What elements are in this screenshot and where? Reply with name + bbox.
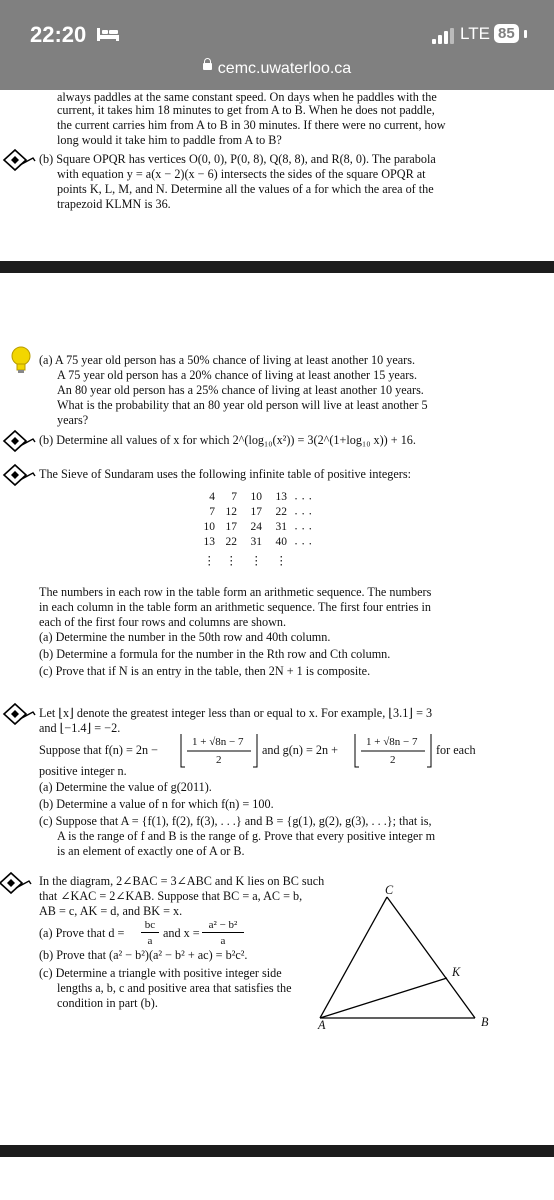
triangle-diagram bbox=[310, 880, 500, 1020]
table-cell: 22 bbox=[275, 506, 287, 518]
table-cell: 12 bbox=[225, 506, 237, 518]
f-fraction-numerator: 1 + √8n − 7 bbox=[192, 736, 244, 748]
table-cell: 17 bbox=[250, 506, 262, 518]
p4-f-def: Suppose that f(n) = 2n − bbox=[39, 743, 159, 757]
table-cell: 10 bbox=[250, 491, 262, 503]
p5-line2: that ∠KAC = 2∠KAB. Suppose that BC = a, AC = b, bbox=[39, 889, 303, 903]
lock-icon bbox=[203, 63, 212, 70]
p4-partc-line1: (c) Suppose that A = {f(1), f(2), f(3), . . .} and B = {g(1), g(2), g(3), . . .}; that is, bbox=[39, 814, 432, 828]
p3-parta: (a) Determine the number in the 50th row and 40th column. bbox=[39, 630, 331, 644]
table-cell: 7 bbox=[209, 506, 215, 518]
p4-g-def: and g(n) = 2n + bbox=[262, 743, 339, 757]
p2-parta-line2: A 75 year old person has a 20% chance of living at least another 15 years. bbox=[57, 368, 418, 382]
point-k-label: K bbox=[452, 965, 461, 979]
table-cell: 17 bbox=[225, 521, 237, 533]
vertex-b-label: B bbox=[481, 1015, 489, 1029]
p4-partc-line3: is an element of exactly one of A or B. bbox=[57, 844, 245, 858]
table-cell: 10 bbox=[203, 521, 215, 533]
page-divider bbox=[0, 261, 554, 273]
caution-sign-icon bbox=[2, 462, 36, 488]
p4-for-each: for each bbox=[436, 743, 476, 757]
network-type: LTE bbox=[460, 24, 490, 43]
p4-partc-line2: A is the range of f and B is the range of g. Prove that every positive integer m bbox=[57, 829, 436, 843]
status-bar bbox=[0, 0, 554, 90]
table-cell: · · · bbox=[294, 522, 313, 536]
table-cell: 13 bbox=[203, 536, 215, 548]
p1-partb-line3: points K, L, M, and N. Determine all the values of a for which the area of the bbox=[57, 182, 434, 196]
address-bar[interactable] bbox=[0, 60, 554, 78]
p4-parta: (a) Determine the value of g(2011). bbox=[39, 780, 212, 794]
p5-line3: AB = c, AK = d, and BK = x. bbox=[39, 904, 183, 918]
table-cell: ⋮ bbox=[250, 555, 262, 567]
table-cell: 31 bbox=[250, 536, 262, 548]
p4-line1: Let ⌊x⌋ denote the greatest integer less than or equal to x. For example, ⌊3.1⌋ = 3 bbox=[39, 706, 433, 720]
p5-parta-prefix: (a) Prove that d = bbox=[39, 926, 125, 940]
vertex-c-label: C bbox=[385, 883, 394, 897]
p2-parta-line5: years? bbox=[57, 413, 89, 427]
p4-line2: and ⌊−1.4⌋ = −2. bbox=[39, 721, 121, 735]
table-cell: 24 bbox=[250, 521, 262, 533]
table-cell: ⋮ bbox=[225, 555, 237, 567]
p5-line1: In the diagram, 2∠BAC = 3∠ABC and K lies on BC such bbox=[39, 874, 325, 888]
p1-line1: always paddles at the same constant speed. On days when he paddles with the bbox=[57, 90, 437, 104]
battery-icon bbox=[524, 30, 527, 38]
table-cell: 4 bbox=[209, 491, 215, 503]
f-fraction-denominator: 2 bbox=[216, 754, 222, 766]
p3-intro: The Sieve of Sundaram uses the following infinite table of positive integers: bbox=[39, 467, 411, 481]
p1-partb-line4: trapezoid KLMN is 36. bbox=[57, 197, 171, 211]
p4-partb: (b) Determine a value of n for which f(n) = 100. bbox=[39, 797, 274, 811]
table-cell: · · · bbox=[294, 537, 313, 551]
g-fraction-numerator: 1 + √8n − 7 bbox=[366, 736, 418, 748]
caution-sign-icon bbox=[0, 870, 32, 896]
d-fraction-numerator: bc bbox=[144, 919, 156, 931]
caution-sign-icon bbox=[2, 701, 36, 727]
status-time: 22:20 bbox=[30, 22, 87, 47]
table-cell: 31 bbox=[275, 521, 287, 533]
url-text: cemc.uwaterloo.ca bbox=[217, 60, 352, 77]
battery-level: 85 bbox=[494, 24, 519, 43]
d-fraction-denominator: a bbox=[147, 935, 153, 947]
p3-partc: (c) Prove that if N is an entry in the table, then 2N + 1 is composite. bbox=[39, 664, 371, 678]
p1-line4: long would it take him to paddle from A to B? bbox=[57, 133, 282, 147]
p3-line2: in each column in the table form an arithmetic sequence. The first four entries in bbox=[39, 600, 432, 614]
p2-partb: (b) Determine all values of x for which 2^(log₁₀(x²)) = 3(2^(1+log₁₀ x)) + 16. bbox=[39, 433, 416, 447]
table-cell: · · · bbox=[294, 492, 313, 506]
p1-partb-line1: (b) Square OPQR has vertices O(0, 0), P(0, 8), Q(8, 8), and R(8, 0). The parabola bbox=[39, 152, 436, 166]
p5-partb: (b) Prove that (a² − b²)(a² − b² + ac) = b²c². bbox=[39, 948, 248, 962]
p1-line3: the current carries him from A to B in 30 minutes. If there were no current, how bbox=[57, 118, 446, 132]
x-fraction-denominator: a bbox=[220, 935, 226, 947]
table-cell: 40 bbox=[275, 536, 287, 548]
p3-line1: The numbers in each row in the table form an arithmetic sequence. The numbers bbox=[39, 585, 432, 599]
page-divider bbox=[0, 1145, 554, 1157]
p1-line2: current, it takes him 18 minutes to get from A to B. When he does not paddle, bbox=[57, 103, 435, 117]
vertex-a-label: A bbox=[318, 1018, 326, 1032]
caution-sign-icon bbox=[2, 147, 36, 173]
p1-partb-line2: with equation y = a(x − 2)(x − 6) intersects the sides of the square OPQR at bbox=[57, 167, 426, 181]
p3-line3: each of the first four rows and columns are shown. bbox=[39, 615, 287, 629]
p2-parta-line1: (a) A 75 year old person has a 50% chance of living at least another 10 years. bbox=[39, 353, 415, 367]
signal-icon bbox=[432, 28, 456, 44]
p4-line3: positive integer n. bbox=[39, 764, 127, 778]
table-cell: 13 bbox=[275, 491, 287, 503]
side-bc bbox=[387, 897, 475, 1018]
p5-partc-line1: (c) Determine a triangle with positive integer side bbox=[39, 966, 282, 980]
table-cell: ⋮ bbox=[275, 555, 287, 567]
table-cell: ⋮ bbox=[203, 555, 215, 567]
table-cell: 22 bbox=[225, 536, 237, 548]
p2-parta-line3: An 80 year old person has a 25% chance of living at least another 10 years. bbox=[57, 383, 424, 397]
lightbulb-icon bbox=[11, 346, 31, 376]
sleep-mode-icon bbox=[96, 26, 120, 42]
caution-sign-icon bbox=[2, 428, 36, 454]
p3-partb: (b) Determine a formula for the number in the Rth row and Cth column. bbox=[39, 647, 391, 661]
p5-partc-line3: condition in part (b). bbox=[57, 996, 158, 1010]
p5-parta-mid: and x = bbox=[163, 926, 200, 940]
p5-partc-line2: lengths a, b, c and positive area that satisfies the bbox=[57, 981, 292, 995]
x-fraction-numerator: a² − b² bbox=[208, 919, 238, 931]
p2-parta-line4: What is the probability that an 80 year old person will live at least another 5 bbox=[57, 398, 428, 412]
table-cell: · · · bbox=[294, 507, 313, 521]
table-cell: 7 bbox=[231, 491, 237, 503]
g-fraction-denominator: 2 bbox=[390, 754, 396, 766]
